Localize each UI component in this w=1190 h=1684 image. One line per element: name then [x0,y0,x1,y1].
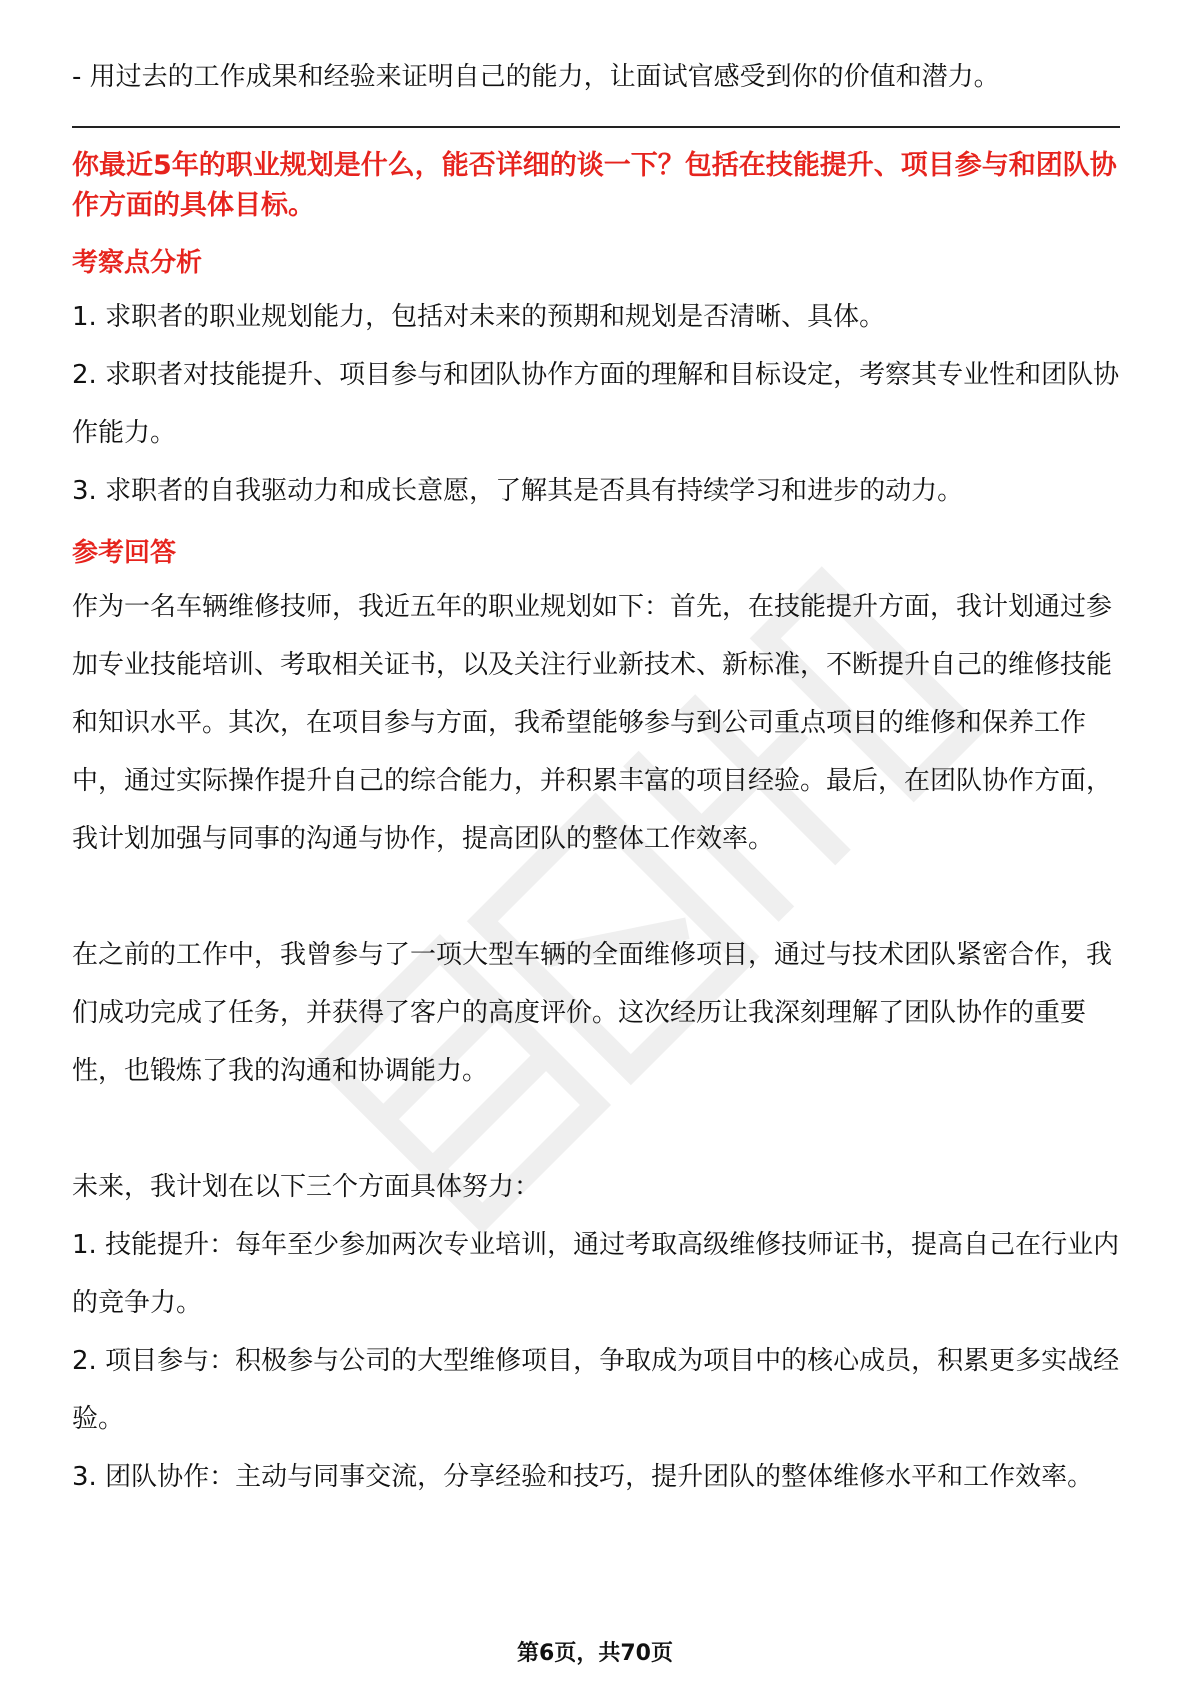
page-content [72,48,1120,1506]
intro-line: - 用过去的工作成果和经验来证明自己的能力，让面试官感受到你的价值和潜力。 [72,62,1000,92]
divider [72,126,1120,128]
future-item: 3. 团队协作：主动与同事交流，分享经验和技巧，提升团队的整体维修水平和工作效率。 [72,1462,1094,1492]
answer-paragraph: 作为一名车辆维修技师，我近五年的职业规划如下：首先，在技能提升方面，我计划通过参加专业技能培训、考取相关证书，以及关注行业新技术、新标准，不断提升自己的维修技能和知识水平。其次，在项目参与方面，我希望能够参与到公司重点项目的维修和保养工作中，通过实际操作提升自己的综合能力，并积累丰富的项目经验。最后，在团队协作方面，我计划加强与同事的沟通与协作，提高团队的整体工作效率。 [72,592,1113,854]
future-intro: 未来，我计划在以下三个方面具体努力： [72,1172,541,1202]
page-footer: 第6页，共70页 [517,1641,673,1666]
future-item: 1. 技能提升：每年至少参加两次专业培训，通过考取高级维修技师证书，提高自己在行业内的竞争力。 [72,1230,1120,1318]
analysis-item: 1. 求职者的职业规划能力，包括对未来的预期和规划是否清晰、具体。 [72,302,886,332]
answer-title: 参考回答 [72,538,177,568]
question-heading: 你最近5年的职业规划是什么，能否详细的谈一下？包括在技能提升、项目参与和团队协作方面的具体目标。 [72,150,1117,221]
analysis-item: 3. 求职者的自我驱动力和成长意愿，了解其是否具有持续学习和进步的动力。 [72,476,964,506]
future-item: 2. 项目参与：积极参与公司的大型维修项目，争取成为项目中的核心成员，积累更多实战经验。 [72,1346,1120,1434]
analysis-title: 考察点分析 [72,248,203,278]
answer-paragraph: 在之前的工作中，我曾参与了一项大型车辆的全面维修项目，通过与技术团队紧密合作，我们成功完成了任务，并获得了客户的高度评价。这次经历让我深刻理解了团队协作的重要性，也锻炼了我的沟通和协调能力。 [72,940,1113,1086]
analysis-item: 2. 求职者对技能提升、项目参与和团队协作方面的理解和目标设定，考察其专业性和团队协作能力。 [72,360,1120,448]
